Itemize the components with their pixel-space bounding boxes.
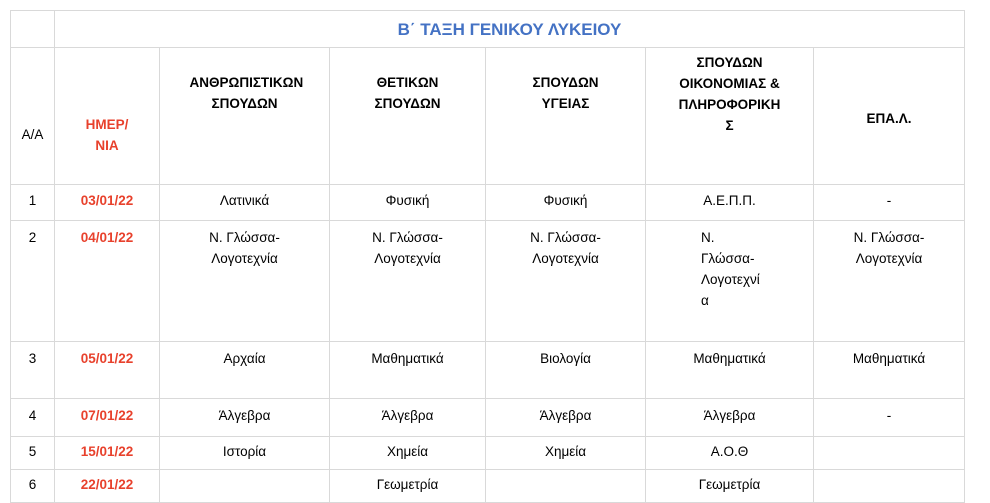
header-sciences: ΘΕΤΙΚΩΝ ΣΠΟΥΔΩΝ [330, 48, 486, 185]
title-row [11, 11, 965, 48]
cell-economics: Α.Ο.Θ [646, 437, 814, 470]
table-row [11, 399, 965, 437]
cell-aa: 6 [11, 470, 55, 503]
cell-economics: Άλγεβρα [646, 399, 814, 437]
cell-sciences: Φυσική [330, 185, 486, 221]
cell-epal [814, 470, 965, 503]
cell-date: 07/01/22 [55, 399, 160, 437]
cell-epal: - [814, 399, 965, 437]
cell-sciences: Χημεία [330, 437, 486, 470]
table-row [11, 437, 965, 470]
cell-economics: Ν. Γλώσσα- Λογοτεχνί α [646, 221, 814, 342]
cell-health: Φυσική [486, 185, 646, 221]
cell-sciences: Άλγεβρα [330, 399, 486, 437]
cell-aa: 1 [11, 185, 55, 221]
table-title: Β΄ ΤΑΞΗ ΓΕΝΙΚΟΥ ΛΥΚΕΙΟΥ [55, 11, 965, 48]
table-row [11, 221, 965, 342]
cell-humanities: Ν. Γλώσσα- Λογοτεχνία [160, 221, 330, 342]
cell-date: 22/01/22 [55, 470, 160, 503]
cell-date: 15/01/22 [55, 437, 160, 470]
cell-epal [814, 437, 965, 470]
cell-health: Βιολογία [486, 342, 646, 399]
header-aa: Α/Α [11, 48, 55, 185]
cell-epal: Μαθηματικά [814, 342, 965, 399]
blank-corner-cell [11, 11, 55, 48]
cell-date: 03/01/22 [55, 185, 160, 221]
cell-economics: Α.Ε.Π.Π. [646, 185, 814, 221]
cell-health: Χημεία [486, 437, 646, 470]
cell-epal: - [814, 185, 965, 221]
cell-sciences: Ν. Γλώσσα- Λογοτεχνία [330, 221, 486, 342]
header-humanities [160, 48, 330, 185]
cell-aa: 2 [11, 221, 55, 342]
cell-aa: 5 [11, 437, 55, 470]
cell-health [486, 470, 646, 503]
table-row [11, 185, 965, 221]
cell-epal: Ν. Γλώσσα- Λογοτεχνία [814, 221, 965, 342]
header-health: ΣΠΟΥΔΩΝ ΥΓΕΙΑΣ [486, 48, 646, 185]
cell-aa: 3 [11, 342, 55, 399]
cell-economics: Γεωμετρία [646, 470, 814, 503]
header-economics: ΣΠΟΥΔΩΝ ΟΙΚΟΝΟΜΙΑΣ & ΠΛΗΡΟΦΟΡΙΚΗ Σ [646, 48, 814, 185]
header-row [11, 48, 965, 185]
cell-aa: 4 [11, 399, 55, 437]
cell-health: Άλγεβρα [486, 399, 646, 437]
header-humanities-text: ΑΝΘΡΩΠΙΣΤΙΚΩΝ ΣΠΟΥΔΩΝ [189, 75, 304, 111]
cell-humanities: Λατινικά [160, 185, 330, 221]
header-epal: ΕΠΑ.Λ. [814, 48, 965, 185]
cell-date: 04/01/22 [55, 221, 160, 342]
table-row [11, 342, 965, 399]
table-row [11, 470, 965, 503]
cell-humanities: Ιστορία [160, 437, 330, 470]
cell-humanities: Αρχαία [160, 342, 330, 399]
cell-date: 05/01/22 [55, 342, 160, 399]
cell-health: Ν. Γλώσσα- Λογοτεχνία [486, 221, 646, 342]
cell-humanities: Άλγεβρα [160, 399, 330, 437]
cell-humanities [160, 470, 330, 503]
header-date: ΗΜΕΡ/ ΝΙΑ [55, 48, 160, 185]
cell-sciences: Μαθηματικά [330, 342, 486, 399]
exam-schedule-table [10, 10, 965, 503]
cell-economics: Μαθηματικά [646, 342, 814, 399]
cell-sciences: Γεωμετρία [330, 470, 486, 503]
